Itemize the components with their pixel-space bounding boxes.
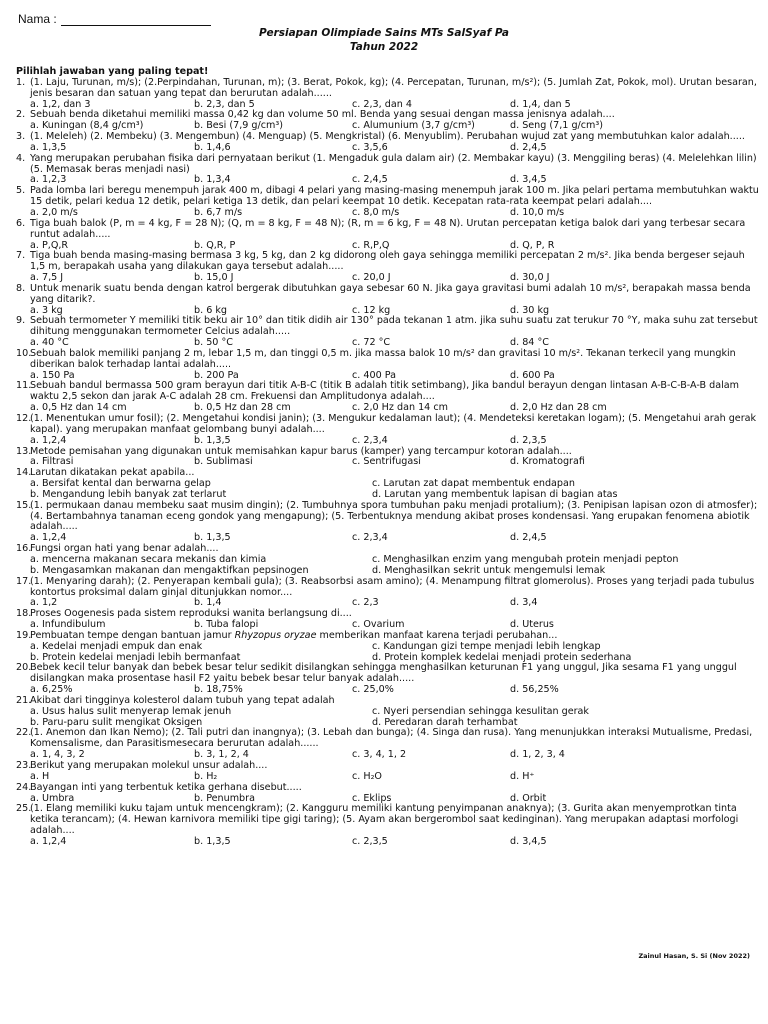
question-item — [16, 78, 760, 111]
question-item — [16, 284, 760, 317]
answer-options — [16, 837, 760, 848]
question-item — [16, 154, 760, 187]
question-number: 13. — [16, 445, 32, 457]
answer-option: c. Alumunium (3,7 g/cm³) — [352, 120, 475, 132]
answer-option: d. Q, P, R — [510, 239, 555, 251]
question-item — [16, 783, 760, 805]
question-text: (1. permukaan danau membeku saat musim dingin); (2. Tumbuhnya spora tumbuhan paku menjadi protalium); (3. Penipisan lapisan ozon di atmosfer); (4. Bertambahnya tanaman eceng gondok yang mengapung); (5. Terbentuknya mendung akibat proses kondensasi. Yang erupakan fenomena abiotik adalah..... — [30, 499, 758, 533]
answer-option: c. Kandungan gizi tempe menjadi lebih lengkap — [372, 640, 601, 652]
answer-options — [16, 707, 760, 718]
answer-option: a. Bersifat kental dan berwarna gelap — [30, 478, 211, 490]
answer-option: a. Kuningan (8,4 g/cm³) — [30, 120, 144, 132]
answer-option: c. 2,3 — [352, 597, 379, 609]
answer-option: d. 2,3,5 — [510, 434, 547, 446]
answer-option: c. 2,3,5 — [352, 835, 388, 847]
author-credit: Zainul Hasan, S. Si (Nov 2022) — [638, 952, 750, 960]
question-number: 3. — [16, 131, 26, 143]
answer-option: b. 1,3,4 — [194, 174, 231, 186]
answer-option: d. Menghasilkan sekrit untuk mengemulsi lemak — [372, 564, 606, 576]
name-blank-line — [61, 13, 211, 26]
answer-option: c. Larutan zat dapat membentuk endapan — [372, 478, 575, 490]
answer-option: b. Sublimasi — [194, 456, 253, 468]
answer-option: c. 8,0 m/s — [352, 206, 400, 218]
answer-option: d. 2,4,5 — [510, 141, 547, 153]
question-text: (1. Menentukan umur fosil); (2. Mengetahui kondisi janin); (3. Mengukur kedalaman laut); (4. Mendeteksi keretakan logam); (5. Mengetahui arah gerak kapal). yang merupakan manfaat gelombang bunyi adalah.... — [30, 413, 757, 435]
answer-option: a. 1,2,3 — [30, 174, 67, 186]
scientific-name: Rhyzopus oryzae — [234, 629, 317, 641]
answer-option: b. 1,4,6 — [194, 141, 231, 153]
question-number: 2. — [16, 109, 26, 121]
answer-option: d. 3,4 — [510, 597, 538, 609]
answer-option: b. 1,3,5 — [194, 532, 231, 544]
answer-option: b. H₂ — [194, 770, 218, 782]
question-number: 24. — [16, 781, 32, 793]
answer-option: b. Protein kedelai menjadi lebih bermanfaat — [30, 651, 241, 663]
question-number: 16. — [16, 543, 32, 555]
question-text: Berikut yang merupakan molekul unsur adalah.... — [30, 760, 268, 771]
answer-option: d. 1, 2, 3, 4 — [510, 749, 565, 761]
question-number: 14. — [16, 467, 32, 479]
question-number: 7. — [16, 250, 26, 262]
answer-option: d. Protein komplek kedelai menjadi protein sederhana — [372, 651, 632, 663]
answer-option: b. 3, 1, 2, 4 — [194, 749, 249, 761]
answer-option: c. 20,0 J — [352, 272, 391, 284]
answer-option: c. Nyeri persendian sehingga kesulitan gerak — [372, 705, 589, 717]
question-text: (1. Anemon dan Ikan Nemo); (2. Tali putri dan inangnya); (3. Lebah dan bunga); (4. Singa dan rusa). Yang menunjukkan interaksi Mutualisme, Predasi, Komensalisme, dan Parasitismesecara berurutan adalah...... — [30, 727, 753, 750]
answer-option: a. 1,2, dan 3 — [30, 98, 91, 110]
answer-option: d. 30 kg — [510, 304, 550, 316]
question-text: Sebuah termometer Y memiliki titik beku air 10° dan titik didih air 130° pada tekanan 1 atm. jika suhu suatu zat terukur 70 °Y, maka suhu zat tersebut dihitung menggunakan termometer Celcius adalah..... — [30, 315, 758, 338]
question-text-part: memberikan manfaat karena terjadi perubahan... — [316, 629, 558, 641]
answer-option: d. 1,4, dan 5 — [510, 98, 571, 110]
question-text: Sebuah balok memiliki panjang 2 m, lebar 1,5 m, dan tinggi 0,5 m. jika massa balok 10 m/s² dan gravitasi 10 m/s². Tekanan terkecil yang mungkin diberikan balok terhadap lantai adalah..... — [30, 347, 736, 370]
name-label: Nama : — [18, 12, 57, 26]
answer-option: a. 1,2,4 — [30, 835, 67, 847]
question-text: Bayangan inti yang terbentuk ketika gerhana disebut..... — [30, 781, 302, 793]
name-field — [18, 12, 211, 26]
answer-option: a. 40 °C — [30, 337, 69, 349]
answer-option: c. 25,0% — [352, 684, 394, 696]
question-item — [16, 804, 760, 847]
answer-option: a. 150 Pa — [30, 369, 75, 381]
answer-option: a. 1,2 — [30, 597, 58, 609]
question-item — [16, 577, 760, 610]
question-item — [16, 381, 760, 414]
question-text: Metode pemisahan yang digunakan untuk memisahkan kapur barus (kamper) yang tercampur kotoran adalah.... — [30, 445, 572, 457]
answer-option: a. Infundibulum — [30, 619, 106, 631]
answer-option: b. 18,75% — [194, 684, 243, 696]
answer-option: c. Sentrifugasi — [352, 456, 421, 468]
answer-option: a. 7,5 J — [30, 272, 64, 284]
answer-option: b. 0,5 Hz dan 28 cm — [194, 402, 291, 414]
answer-option: c. 400 Pa — [352, 369, 396, 381]
answer-option: c. H₂O — [352, 770, 382, 782]
answer-option: b. 6,7 m/s — [194, 206, 243, 218]
question-number: 8. — [16, 282, 26, 294]
question-text: Yang merupakan perubahan fisika dari pernyataan berikut (1. Mengaduk gula dalam air) (2. Membakar kayu) (3. Menggiling beras) (4. Melelehkan lilin) (5. Memasak beras menjadi nasi) — [30, 152, 757, 175]
question-number: 9. — [16, 315, 26, 327]
answer-option: a. mencerna makanan secara mekanis dan kimia — [30, 553, 267, 565]
answer-option: b. Paru-paru sulit mengikat Oksigen — [30, 716, 203, 728]
answer-option: d. Orbit — [510, 792, 547, 804]
question-number: 1. — [16, 76, 26, 88]
question-text: Proses Oogenesis pada sistem reproduksi wanita berlangsung di.... — [30, 608, 352, 620]
answer-option: c. Eklips — [352, 792, 392, 804]
instruction: Pilihlah jawaban yang paling tepat! — [16, 66, 209, 77]
answer-option: d. 56,25% — [510, 684, 559, 696]
answer-option: c. 12 kg — [352, 304, 391, 316]
question-text: Akibat dari tingginya kolesterol dalam tubuh yang tepat adalah — [30, 694, 335, 706]
question-text: Larutan dikatakan pekat apabila... — [30, 467, 195, 479]
answer-option: b. 15,0 J — [194, 272, 234, 284]
question-number: 25. — [16, 803, 32, 815]
question-number: 5. — [16, 185, 26, 197]
answer-option: b. 6 kg — [194, 304, 227, 316]
answer-option: d. Peredaran darah terhambat — [372, 716, 518, 728]
question-item — [16, 501, 760, 544]
question-item — [16, 761, 760, 783]
question-text: Sebuah bandul bermassa 500 gram berayun dari titik A-B-C (titik B adalah titik setimbang), Jika bandul berayun dengan lintasan A-B-C-B-A-B dalam waktu 2,5 sekon dan jarak A-C adalah 28 cm. Frekuensi dan Amplitudonya adalah.... — [30, 380, 740, 403]
answer-option: c. R,P,Q — [352, 239, 390, 251]
question-item — [16, 219, 760, 252]
question-number: 17. — [16, 575, 32, 587]
question-item — [16, 447, 760, 469]
answer-option: b. Mengandung lebih banyak zat terlarut — [30, 488, 227, 500]
answer-option: c. 3, 4, 1, 2 — [352, 749, 407, 761]
answer-option: a. 2,0 m/s — [30, 206, 78, 218]
question-text: (1. Menyaring darah); (2. Penyerapan kembali gula); (3. Reabsorbsi asam amino); (4. Menampung filtrat glomerolus). Proses yang terjadi pada tubulus kontortus proksimal dalam ginjal ditunjukkan nomor.... — [30, 575, 755, 598]
answer-option: a. 1,2,4 — [30, 434, 67, 446]
answer-option: c. 2,3, dan 4 — [352, 98, 412, 110]
question-text: (1. Elang memiliki kuku tajam untuk mencengkram); (2. Kangguru memiliki kantung penyimpanan anaknya); (3. Gurita akan menyemprotkan tinta ketika terancam); (4. Hewan karnivora memiliki tipe gigi taring); (5. Ayam akan bergerombol saat kedinginan). Yang merupakan adaptasi morfologi adalah.... — [30, 803, 739, 837]
answer-option: b. Besi (7,9 g/cm³) — [194, 120, 283, 132]
answer-option: c. 2,4,5 — [352, 174, 388, 186]
answer-option: a. Kedelai menjadi empuk dan enak — [30, 640, 203, 652]
answer-option: d. 3,4,5 — [510, 174, 547, 186]
answer-option: c. 2,3,4 — [352, 532, 388, 544]
question-text: Bebek kecil telur banyak dan bebek besar telur sedikit disilangkan sehingga menghasilkan keturunan F1 yang unggul, Jika sesama F1 yang unggul disilangkan maka prosentase hasil F2 yaitu bebek besar telur banyak adalah..... — [30, 662, 737, 685]
question-number: 10. — [16, 347, 32, 359]
question-number: 20. — [16, 662, 32, 674]
question-text: (1. Meleleh) (2. Membeku) (3. Mengembun) (4. Menguap) (5. Mengkristal) (6. Menyublim). Perubahan wujud zat yang membutuhkan kalor adalah..... — [30, 131, 745, 143]
answer-option: d. H⁺ — [510, 770, 535, 782]
answer-option: d. Larutan yang membentuk lapisan di bagian atas — [372, 488, 618, 500]
answer-option: c. 72 °C — [352, 337, 391, 349]
question-list — [16, 67, 760, 848]
question-item — [16, 663, 760, 696]
answer-option: c. 2,3,4 — [352, 434, 388, 446]
answer-option: d. Uterus — [510, 619, 554, 631]
question-item — [16, 251, 760, 284]
answer-option: a. Umbra — [30, 792, 75, 804]
answer-option: a. 0,5 Hz dan 14 cm — [30, 402, 127, 414]
question-item — [16, 110, 760, 132]
question-item — [16, 728, 760, 761]
question-number: 4. — [16, 152, 26, 164]
answer-option: b. 200 Pa — [194, 369, 239, 381]
answer-option: c. 3,5,6 — [352, 141, 388, 153]
question-text: Tiga buah balok (P, m = 4 kg, F = 28 N); (Q, m = 8 kg, F = 48 N); (R, m = 6 kg, F = 48 N). Urutan percepatan ketiga balok dari yang terbesar secara runtut adalah..... — [30, 217, 746, 240]
question-text: Sebuah benda diketahui memiliki massa 0,42 kg dan volume 50 ml. Benda yang sesuai dengan massa jenisnya adalah.... — [30, 109, 615, 121]
answer-option: d. Kromatografi — [510, 456, 585, 468]
answer-option: b. Q,R, P — [194, 239, 236, 251]
question-item — [16, 186, 760, 219]
answer-option: d. 84 °C — [510, 337, 549, 349]
answer-option: c. 2,0 Hz dan 14 cm — [352, 402, 448, 414]
answer-option: b. Penumbra — [194, 792, 255, 804]
page-subtitle-year: Tahun 2022 — [349, 41, 419, 53]
question-number: 18. — [16, 608, 32, 620]
question-number: 15. — [16, 499, 32, 511]
answer-option: b. 1,4 — [194, 597, 222, 609]
question-item — [16, 349, 760, 382]
answer-option: d. 30,0 J — [510, 272, 550, 284]
question-number: 6. — [16, 217, 26, 229]
question-text: Fungsi organ hati yang benar adalah.... — [30, 543, 219, 555]
question-number: 11. — [16, 380, 32, 392]
question-text: Untuk menarik suatu benda dengan katrol bergerak dibutuhkan gaya sebesar 60 N. Jika gaya gravitasi bumi adalah 10 m/s², berapakah massa benda yang ditarik?. — [30, 282, 751, 305]
answer-option: a. 1,3,5 — [30, 141, 67, 153]
answer-option: a. H — [30, 770, 50, 782]
answer-option: d. Seng (7,1 g/cm³) — [510, 120, 603, 132]
answer-option: a. 6,25% — [30, 684, 73, 696]
answer-option: a. Usus halus sulit menyerap lemak jenuh — [30, 705, 232, 717]
question-item — [16, 468, 760, 501]
answer-option: d. 2,0 Hz dan 28 cm — [510, 402, 607, 414]
answer-option: a. 3 kg — [30, 304, 63, 316]
question-item — [16, 414, 760, 447]
page-title: Persiapan Olimpiade Sains MTs SalSyaf Pa — [259, 27, 509, 39]
question-text: Pada lomba lari beregu menempuh jarak 400 m, dibagi 4 pelari yang masing-masing menempuh jarak 100 m. Jika pelari pertama membutuhkan waktu 15 detik, pelari kedua 12 detik, pelari ketiga 13 detik, dan pelari keempat 10 detik. Kecepatan rata-rata keempat pelari adalah.... — [30, 185, 759, 208]
question-item — [16, 631, 760, 664]
answer-option: b. 1,3,5 — [194, 835, 231, 847]
answer-option: a. 1,2,4 — [30, 532, 67, 544]
answer-option: b. 2,3, dan 5 — [194, 98, 255, 110]
answer-option: c. Menghasilkan enzim yang mengubah protein menjadi pepton — [372, 553, 679, 565]
answer-options — [16, 642, 760, 653]
answer-option: d. 2,4,5 — [510, 532, 547, 544]
answer-option: b. 1,3,5 — [194, 434, 231, 446]
question-text: (1. Laju, Turunan, m/s); (2.Perpindahan, Turunan, m); (3. Berat, Pokok, kg); (4. Percepatan, Turunan, m/s²); (5. Jumlah Zat, Pokok, mol). Urutan besaran, jenis besaran dan satuan yang tepat dan berurutan adalah...... — [30, 76, 757, 99]
question-item — [16, 696, 760, 729]
question-number: 21. — [16, 694, 32, 706]
answer-options — [16, 436, 760, 447]
question-number: 19. — [16, 629, 32, 641]
answer-option: a. Filtrasi — [30, 456, 74, 468]
answer-option: d. 600 Pa — [510, 369, 555, 381]
answer-option: d. 10,0 m/s — [510, 206, 565, 218]
answer-option: c. Ovarium — [352, 619, 405, 631]
question-item — [16, 316, 760, 349]
answer-option: b. Mengasamkan makanan dan mengaktifkan pepsinogen — [30, 564, 309, 576]
answer-option: d. 3,4,5 — [510, 835, 547, 847]
answer-option: b. Tuba falopi — [194, 619, 259, 631]
question-text-part: Pembuatan tempe dengan bantuan jamur — [30, 629, 235, 641]
question-number: 12. — [16, 413, 32, 424]
question-number: 23. — [16, 760, 32, 771]
answer-option: a. 1, 4, 3, 2 — [30, 749, 85, 761]
question-item — [16, 609, 760, 631]
question-item — [16, 132, 760, 154]
answer-option: b. 50 °C — [194, 337, 233, 349]
answer-option: a. P,Q,R — [30, 239, 69, 251]
question-number: 22. — [16, 727, 32, 739]
question-text: Tiga buah benda masing-masing bermasa 3 kg, 5 kg, dan 2 kg didorong oleh gaya sehingga memiliki percepatan 2 m/s². Jika benda bergeser sejauh 1,5 m, berapakah usaha yang dilakukan gaya tersebut adalah..... — [30, 250, 745, 273]
question-item — [16, 544, 760, 577]
